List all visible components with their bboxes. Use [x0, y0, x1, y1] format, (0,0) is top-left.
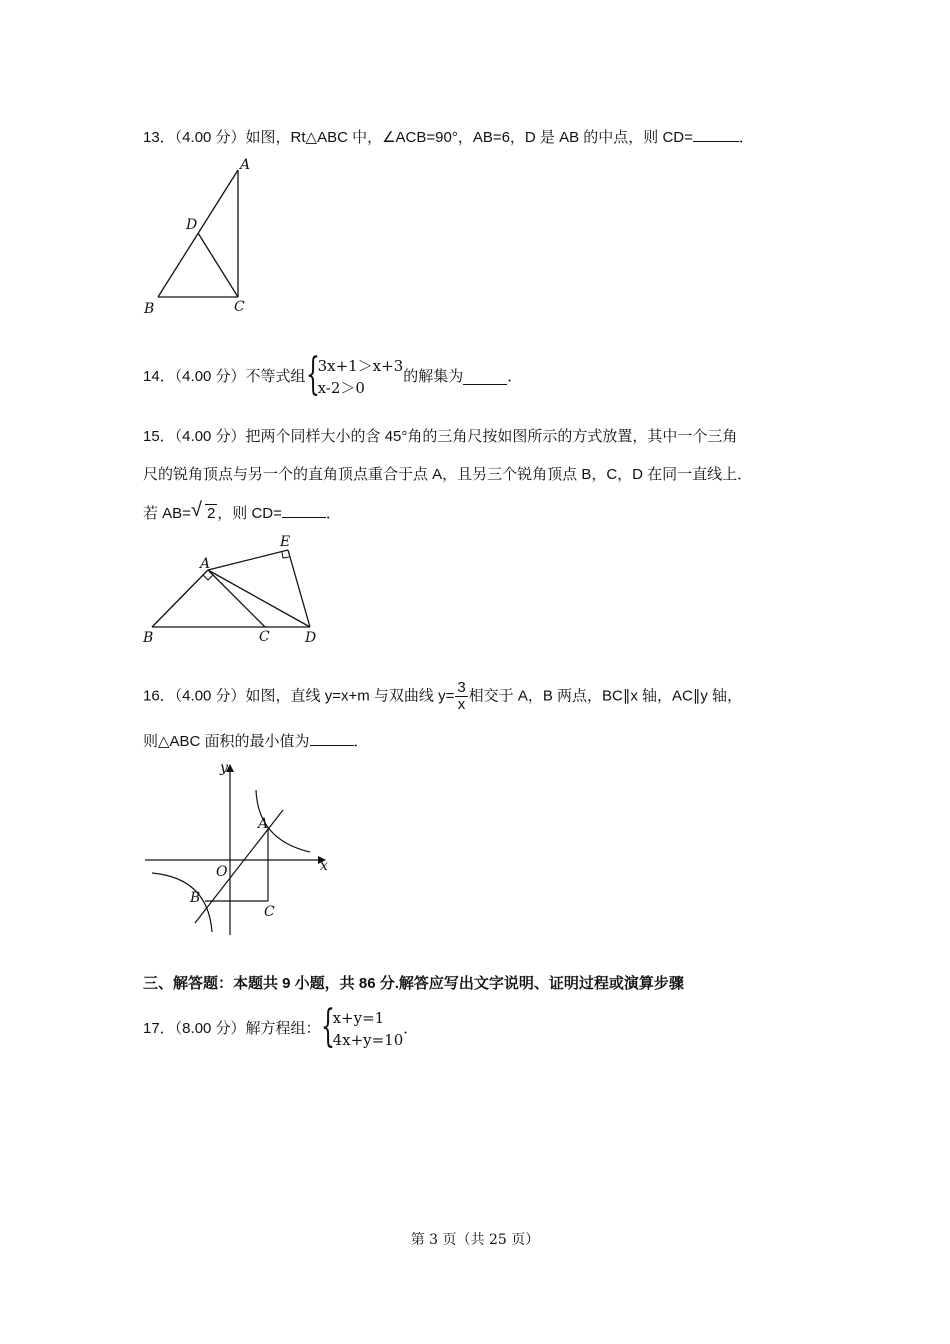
- question-13-text: 13．（4.00 分）如图，Rt△ABC 中，∠ACB=90°，AB=6，D 是 AB 的中点，则 CD=: [143, 129, 693, 146]
- answer-blank: [282, 503, 326, 518]
- page-footer: 第 3 页（共 25 页）: [410, 1232, 540, 1248]
- question-15-line-3: 若 AB= √ 2 ，则 CD= ．: [143, 499, 341, 522]
- answer-blank: [693, 127, 739, 142]
- question-14: 14．（4.00 分）不等式组 { 3x+1＞x+3 x-2＞0 的解集为 ．: [143, 349, 523, 400]
- segment-AB: [152, 570, 208, 627]
- segment-CD: [198, 233, 238, 297]
- label-x: x: [320, 858, 328, 874]
- label-y: y: [220, 760, 228, 776]
- question-16-line-1: 16．（4.00 分）如图，直线 y=x+m 与双曲线 y= $\frac{3}{x}$ 相交于 A，B 两点，BC∥x 轴，AC∥y 轴，: [143, 679, 743, 713]
- figure-13-triangle: [140, 155, 260, 320]
- inequality-system: { 3x+1＞x+3 x-2＞0: [305, 349, 404, 400]
- equation-system: { x+y=1 4x+y=10: [320, 1001, 404, 1052]
- label-A: A: [200, 556, 211, 572]
- label-E: E: [280, 534, 291, 550]
- question-17: 17．（8.00 分）解方程组： { x+y=1 4x+y=10 ．: [143, 1001, 419, 1052]
- section-3-heading: 三、解答题：本题共 9 小题，共 86 分.解答应写出文字说明、证明过程或演算步骤: [143, 975, 684, 992]
- question-15-line-2: 尺的锐角顶点与另一个的直角顶点重合于点 A，且另三个锐角顶点 B，C，D 在同一直线上．: [143, 466, 753, 483]
- segment-AC: [208, 570, 265, 627]
- right-angle-mark-A: [203, 575, 213, 580]
- label-A: A: [240, 157, 251, 173]
- label-D: D: [186, 217, 198, 233]
- label-A: A: [258, 816, 269, 832]
- label-B: B: [143, 630, 154, 646]
- question-16-line-2: 则△ABC 面积的最小值为 ．: [143, 733, 369, 750]
- label-C: C: [264, 904, 275, 920]
- question-17-text: 17．（8.00 分）解方程组：: [143, 1020, 321, 1037]
- answer-blank: [463, 370, 507, 385]
- fraction-3-over-x: $\frac{3}{x}$: [457, 679, 466, 713]
- figure-15-triangles: [140, 530, 325, 648]
- segment-AD: [208, 570, 310, 627]
- label-D: D: [305, 630, 317, 646]
- label-O: O: [216, 864, 228, 880]
- segment-AE: [208, 550, 288, 570]
- question-14-text: 14．（4.00 分）不等式组: [143, 368, 306, 385]
- sqrt-expression: √ 2: [190, 499, 216, 522]
- label-C: C: [234, 299, 245, 315]
- label-B: B: [144, 301, 155, 317]
- question-13: 13．（4.00 分）如图，Rt△ABC 中，∠ACB=90°，AB=6，D 是 AB 的中点，则 CD= ．: [143, 129, 754, 146]
- question-15-line-1: 15．（4.00 分）把两个同样大小的含 45°角的三角尺按如图所示的方式放置，其中一个三角: [143, 428, 738, 445]
- segment-ED: [288, 550, 310, 627]
- label-B: B: [190, 890, 201, 906]
- right-angle-mark-E: [282, 552, 289, 558]
- label-C: C: [259, 629, 270, 645]
- hyperbola-branch-2: [152, 873, 212, 932]
- answer-blank: [310, 731, 354, 746]
- figure-16-coordinate-plot: [140, 760, 340, 940]
